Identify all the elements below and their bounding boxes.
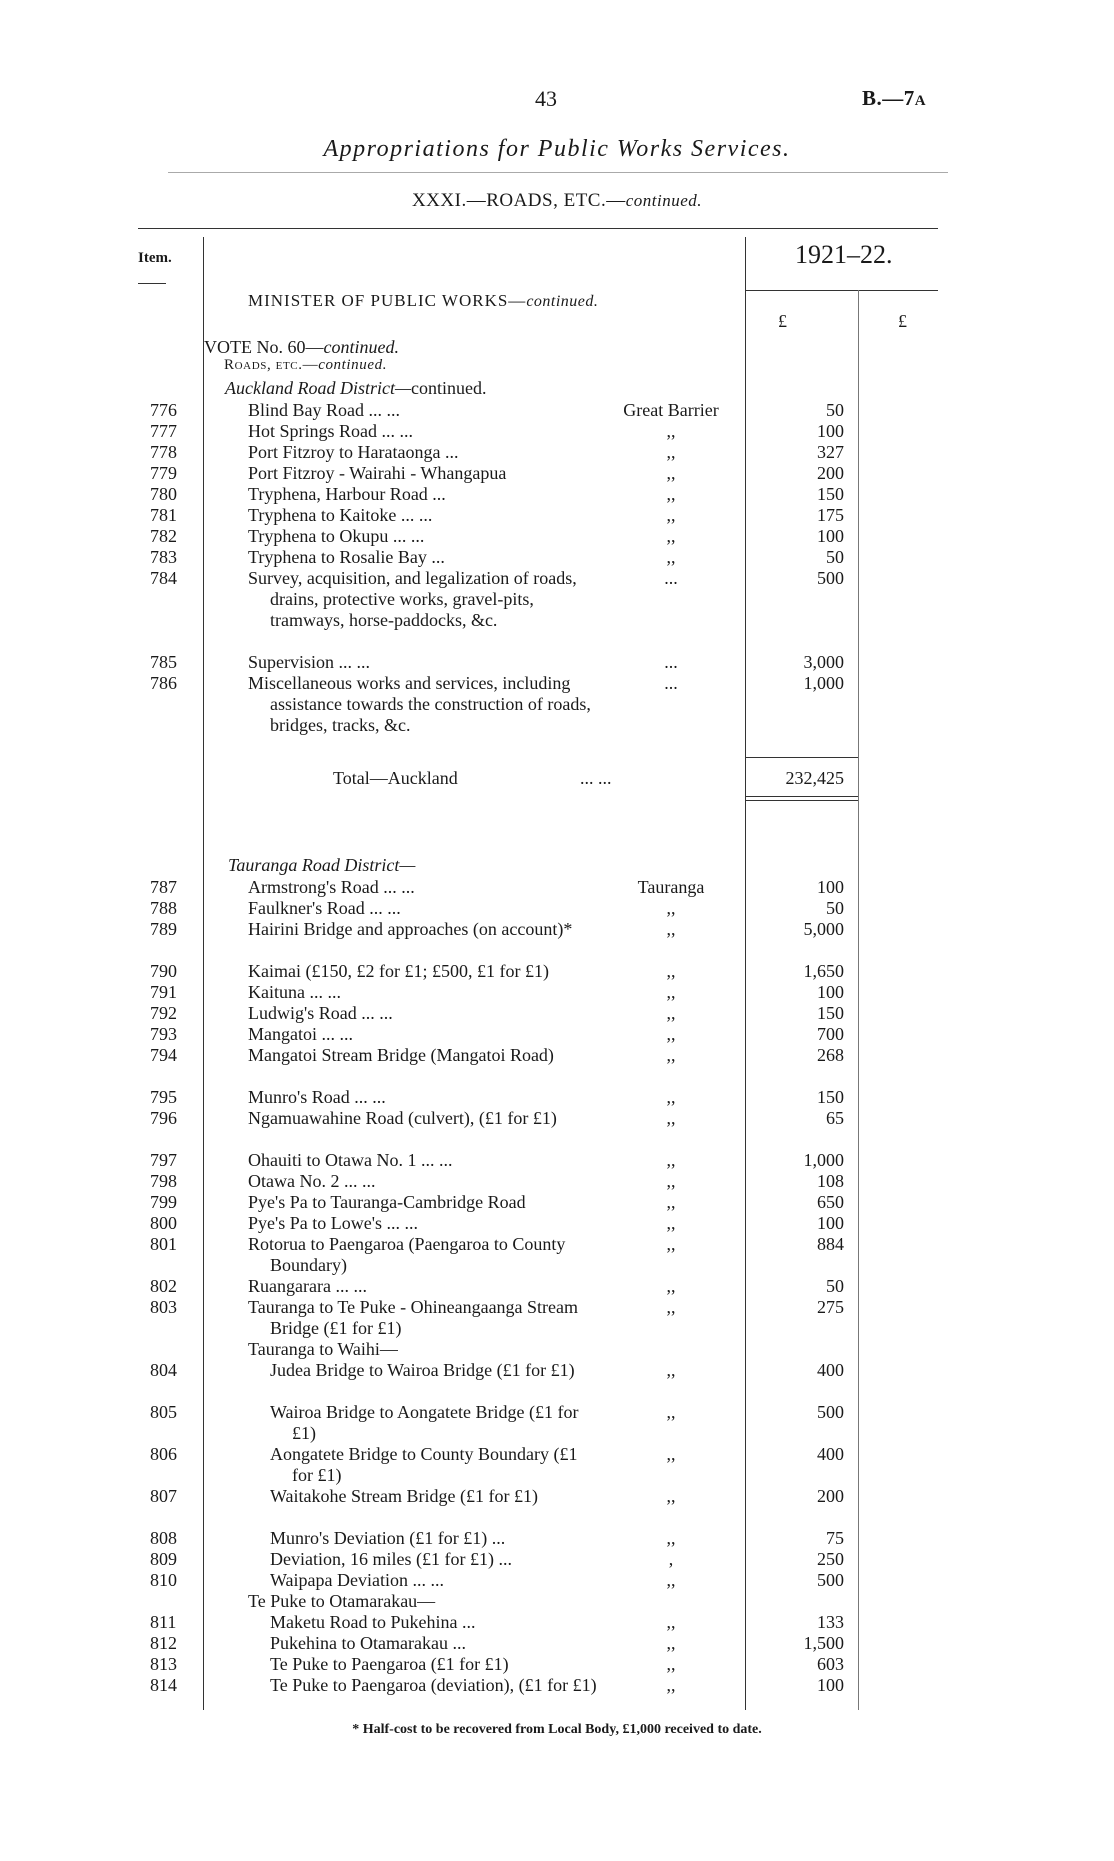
item-amount: 65 — [826, 1108, 844, 1128]
item-number: 809 — [150, 1549, 177, 1569]
item-amount: 1,000 — [803, 673, 844, 693]
item-number: 814 — [150, 1675, 177, 1695]
document-reference — [862, 86, 926, 111]
item-number: 798 — [150, 1171, 177, 1191]
item-description: Ngamuawahine Road (culvert), (£1 for £1) — [248, 1108, 557, 1128]
item-location: ,, — [666, 505, 676, 525]
item-location: ,, — [666, 1276, 676, 1296]
item-number: 787 — [150, 877, 177, 897]
item-description: Tauranga to Te Puke - Ohineangaanga Stream Bridge (£1 for £1) — [248, 1297, 579, 1338]
item-description: Pukehina to Otamarakau ... — [270, 1633, 466, 1653]
item-amount: 500 — [817, 1402, 844, 1422]
item-amount: 1,000 — [803, 1150, 844, 1170]
item-number: 780 — [150, 484, 177, 504]
item-description: Port Fitzroy - Wairahi - Whangapua — [248, 463, 507, 483]
item-description: Te Puke to Paengaroa (deviation), (£1 for £1) — [270, 1675, 597, 1695]
subtitle-italic: continued. — [625, 191, 703, 210]
item-amount: 150 — [817, 484, 844, 504]
item-description: Te Puke to Paengaroa (£1 for £1) — [270, 1654, 509, 1674]
ministry-heading — [248, 291, 598, 311]
year-header-rule — [745, 290, 938, 291]
item-description: Waipapa Deviation ... ... — [270, 1570, 444, 1590]
item-number: 794 — [150, 1045, 177, 1065]
item-location: ,, — [666, 1675, 676, 1695]
item-location: , — [668, 1549, 674, 1569]
item-description: Otawa No. 2 ... ... — [248, 1171, 376, 1191]
item-number: 782 — [150, 526, 177, 546]
auckland-heading-italic: Auckland Road District— — [225, 378, 411, 398]
item-amount: 50 — [826, 1276, 844, 1296]
item-amount: 1,500 — [803, 1633, 844, 1653]
item-location: ,, — [666, 1150, 676, 1170]
item-amount: 100 — [817, 526, 844, 546]
item-amount: 175 — [817, 505, 844, 525]
item-number: 803 — [150, 1297, 177, 1317]
roads-italic: continued. — [318, 357, 388, 373]
item-location: ,, — [666, 1213, 676, 1233]
ministry-italic: continued. — [526, 293, 599, 310]
item-column-divider — [203, 237, 204, 1710]
item-location: ,, — [666, 919, 676, 939]
item-description: Hot Springs Road ... ... — [248, 421, 414, 441]
item-location: ,, — [666, 1108, 676, 1128]
item-description: Blind Bay Road ... ... — [248, 400, 400, 420]
item-amount: 400 — [817, 1444, 844, 1464]
item-number: 776 — [150, 400, 177, 420]
item-number: 811 — [150, 1612, 177, 1632]
item-location: ... — [664, 568, 678, 588]
item-amount: 327 — [817, 442, 844, 462]
item-location: ,, — [666, 526, 676, 546]
item-description: Faulkner's Road ... ... — [248, 898, 401, 918]
item-description: Supervision ... ... — [248, 652, 371, 672]
item-description: Tryphena to Kaitoke ... ... — [248, 505, 433, 525]
item-number: 791 — [150, 982, 177, 1002]
item-description: Maketu Road to Pukehina ... — [270, 1612, 476, 1632]
item-location: ,, — [666, 982, 676, 1002]
item-amount: 100 — [817, 1675, 844, 1695]
item-amount: 100 — [817, 1213, 844, 1233]
item-amount: 884 — [817, 1234, 844, 1254]
item-number: 804 — [150, 1360, 177, 1380]
item-description: Mangatoi ... ... — [248, 1024, 353, 1044]
roads-main: Roads, etc.— — [224, 357, 319, 373]
item-number: 793 — [150, 1024, 177, 1044]
item-description: Tryphena to Okupu ... ... — [248, 526, 425, 546]
page-number: 43 — [535, 86, 557, 111]
item-location: ,, — [666, 1570, 676, 1590]
item-description: Deviation, 16 miles (£1 for £1) ... — [270, 1549, 512, 1569]
item-location: ,, — [666, 1234, 676, 1254]
vote-heading — [204, 337, 399, 358]
item-number: 800 — [150, 1213, 177, 1233]
item-description: Mangatoi Stream Bridge (Mangatoi Road) — [248, 1045, 554, 1065]
item-description: Munro's Deviation (£1 for £1) ... — [270, 1528, 506, 1548]
reference-suffix: A — [914, 93, 927, 109]
item-amount: 100 — [817, 877, 844, 897]
second-amount-divider — [858, 290, 859, 1710]
item-amount: 50 — [826, 400, 844, 420]
item-description: Aongatete Bridge to County Boundary (£1 for £1) — [270, 1444, 578, 1485]
item-description: Kaimai (£150, £2 for £1; £500, £1 for £1) — [248, 961, 549, 981]
currency-symbol-2: £ — [898, 311, 907, 331]
item-number: 792 — [150, 1003, 177, 1023]
item-number: 789 — [150, 919, 177, 939]
item-amount: 75 — [826, 1528, 844, 1548]
item-number: 784 — [150, 568, 177, 588]
tepuke-subheading-text: Te Puke to Otamarakau— — [248, 1591, 436, 1611]
item-number: 779 — [150, 463, 177, 483]
item-location: ,, — [666, 961, 676, 981]
item-amount: 50 — [826, 547, 844, 567]
item-description: Ludwig's Road ... ... — [248, 1003, 393, 1023]
item-location: ,, — [666, 463, 676, 483]
item-amount: 500 — [817, 568, 844, 588]
item-amount: 650 — [817, 1192, 844, 1212]
item-description: Wairoa Bridge to Aongatete Bridge (£1 for £1) — [270, 1402, 579, 1443]
item-number: 796 — [150, 1108, 177, 1128]
item-amount: 5,000 — [803, 919, 844, 939]
year-column-header: 1921–22. — [795, 240, 893, 269]
item-number: 812 — [150, 1633, 177, 1653]
vote-italic: continued. — [323, 337, 399, 357]
item-amount: 275 — [817, 1297, 844, 1317]
item-number: 786 — [150, 673, 177, 693]
title-rule — [168, 172, 948, 173]
item-description: Tryphena to Rosalie Bay ... — [248, 547, 445, 567]
item-description: Survey, acquisition, and legalization of roads, drains, protective works, gravel-pits, tramways, horse-paddocks, &c. — [248, 568, 577, 630]
auckland-total-amount: 232,425 — [785, 768, 844, 788]
item-description: Hairini Bridge and approaches (on account)* — [248, 919, 573, 939]
amount-column-divider — [745, 237, 746, 1710]
item-location: Tauranga — [637, 877, 705, 897]
vote-main: VOTE No. 60— — [204, 337, 324, 357]
item-amount: 250 — [817, 1549, 844, 1569]
item-location: ,, — [666, 547, 676, 567]
item-description: Ohauiti to Otawa No. 1 ... ... — [248, 1150, 453, 1170]
table-top-rule — [138, 228, 938, 229]
footnote: * Half-cost to be recovered from Local Body, £1,000 received to date. — [352, 1722, 762, 1737]
item-amount: 1,650 — [803, 961, 844, 981]
item-description: Ruangarara ... ... — [248, 1276, 367, 1296]
item-number: 801 — [150, 1234, 177, 1254]
item-description: Pye's Pa to Lowe's ... ... — [248, 1213, 418, 1233]
item-number: 806 — [150, 1444, 177, 1464]
item-location: ,, — [666, 421, 676, 441]
auckland-total-dots: ... ... — [580, 768, 612, 788]
item-number: 783 — [150, 547, 177, 567]
item-location: ,, — [666, 1087, 676, 1107]
item-column-header: Item. — [138, 250, 172, 266]
page-title: Appropriations for Public Works Services. — [323, 136, 791, 162]
item-amount: 200 — [817, 1486, 844, 1506]
item-amount: 133 — [817, 1612, 844, 1632]
item-description: Rotorua to Paengaroa (Paengaroa to County Boundary) — [248, 1234, 566, 1275]
item-location: ,, — [666, 1192, 676, 1212]
item-amount: 3,000 — [803, 652, 844, 672]
item-number: 805 — [150, 1402, 177, 1422]
reference-main: B.—7 — [862, 86, 915, 110]
item-amount: 700 — [817, 1024, 844, 1044]
item-number: 795 — [150, 1087, 177, 1107]
item-location: Great Barrier — [623, 400, 719, 420]
waihi-subheading-text: Tauranga to Waihi— — [248, 1339, 398, 1359]
item-amount: 400 — [817, 1360, 844, 1380]
item-description: Judea Bridge to Wairoa Bridge (£1 for £1) — [270, 1360, 575, 1380]
auckland-district-heading — [225, 378, 486, 399]
item-location: ... — [664, 652, 678, 672]
total-bottom-rule-1 — [745, 796, 858, 797]
item-location: ,, — [666, 1045, 676, 1065]
item-amount: 268 — [817, 1045, 844, 1065]
item-location: ,, — [666, 1297, 676, 1317]
item-amount: 108 — [817, 1171, 844, 1191]
total-bottom-rule-2 — [745, 800, 858, 801]
item-amount: 200 — [817, 463, 844, 483]
section-subtitle — [0, 190, 1114, 212]
item-location: ,, — [666, 1654, 676, 1674]
item-number: 788 — [150, 898, 177, 918]
item-description: Waitakohe Stream Bridge (£1 for £1) — [270, 1486, 538, 1506]
item-amount: 100 — [817, 421, 844, 441]
item-location: ,, — [666, 1171, 676, 1191]
item-number: 808 — [150, 1528, 177, 1548]
item-number: 781 — [150, 505, 177, 525]
subtitle-main: XXXI.—ROADS, ETC.— — [411, 190, 626, 211]
auckland-heading-suffix: continued. — [410, 378, 487, 398]
item-amount: 150 — [817, 1087, 844, 1107]
tauranga-district-heading: Tauranga Road District— — [228, 855, 416, 875]
item-number: 785 — [150, 652, 177, 672]
item-number: 790 — [150, 961, 177, 981]
item-location: ,, — [666, 1444, 676, 1464]
item-location: ,, — [666, 1360, 676, 1380]
item-description: Kaituna ... ... — [248, 982, 341, 1002]
currency-symbol-1: £ — [778, 311, 787, 331]
item-number: 799 — [150, 1192, 177, 1212]
item-location: ,, — [666, 484, 676, 504]
item-location: ,, — [666, 442, 676, 462]
item-amount: 50 — [826, 898, 844, 918]
item-description: Miscellaneous works and services, including assistance towards the construction of roads, bridges, tracks, &c. — [248, 673, 591, 735]
item-number: 778 — [150, 442, 177, 462]
item-number: 777 — [150, 421, 177, 441]
item-description: Armstrong's Road ... ... — [248, 877, 415, 897]
auckland-total-label: Total—Auckland — [333, 768, 458, 788]
item-location: ,, — [666, 1612, 676, 1632]
total-top-rule — [745, 757, 858, 758]
item-description: Tryphena, Harbour Road ... — [248, 484, 446, 504]
item-number: 802 — [150, 1276, 177, 1296]
item-location: ,, — [666, 1633, 676, 1653]
item-number: 807 — [150, 1486, 177, 1506]
item-header-rule — [138, 283, 166, 284]
item-location: ,, — [666, 1024, 676, 1044]
item-description: Port Fitzroy to Harataonga ... — [248, 442, 459, 462]
item-location: ,, — [666, 1003, 676, 1023]
item-location: ,, — [666, 1402, 676, 1422]
item-description: Pye's Pa to Tauranga-Cambridge Road — [248, 1192, 526, 1212]
item-number: 810 — [150, 1570, 177, 1590]
item-location: ... — [664, 673, 678, 693]
item-location: ,, — [666, 1528, 676, 1548]
item-amount: 150 — [817, 1003, 844, 1023]
item-amount: 100 — [817, 982, 844, 1002]
item-number: 813 — [150, 1654, 177, 1674]
item-amount: 603 — [817, 1654, 844, 1674]
item-location: ,, — [666, 898, 676, 918]
item-amount: 500 — [817, 1570, 844, 1590]
item-description: Munro's Road ... ... — [248, 1087, 386, 1107]
roads-heading — [224, 357, 387, 374]
item-number: 797 — [150, 1150, 177, 1170]
item-location: ,, — [666, 1486, 676, 1506]
ministry-main: MINISTER OF PUBLIC WORKS— — [248, 291, 527, 310]
